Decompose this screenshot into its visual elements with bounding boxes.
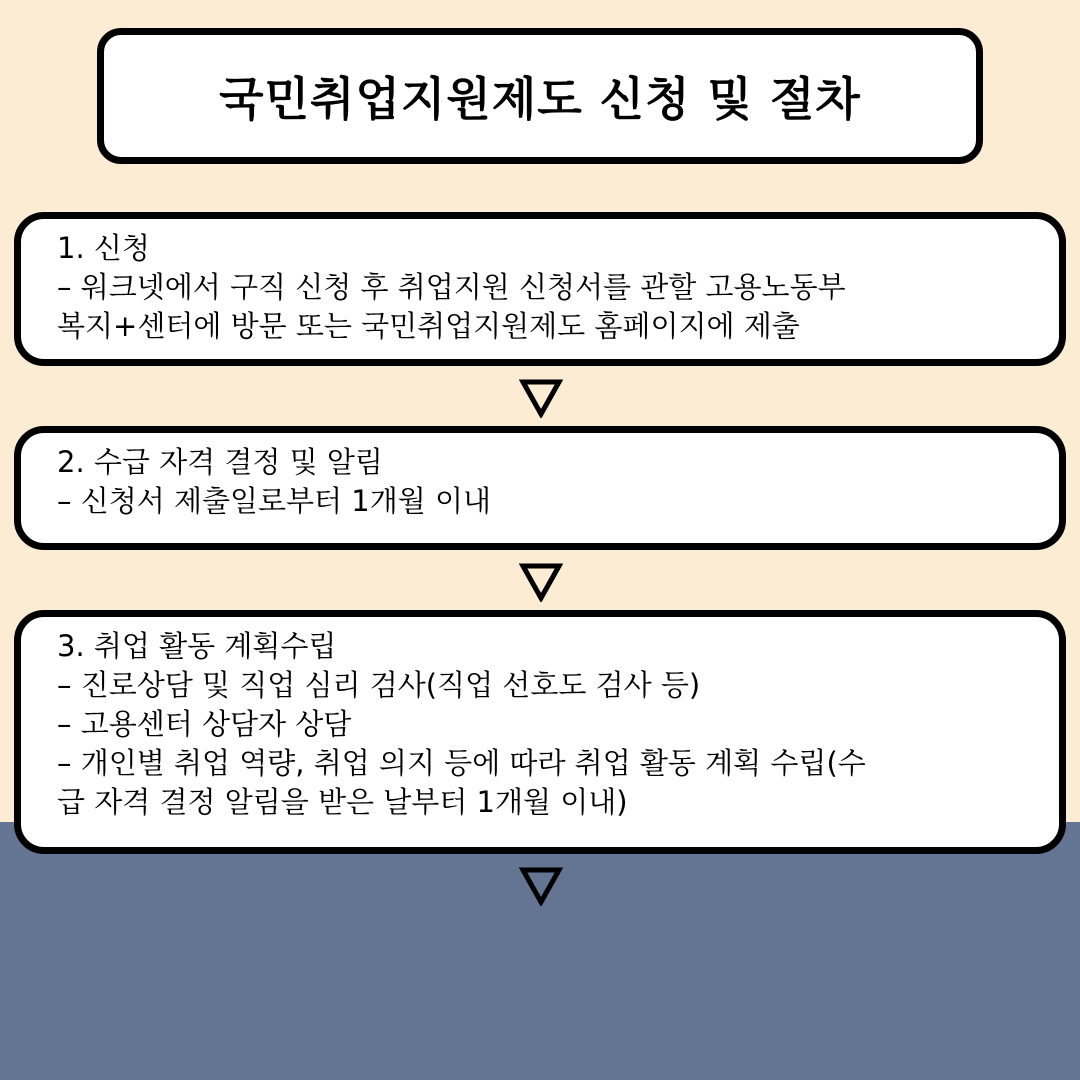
step-1-heading: 1. 신청 [57,231,150,265]
background-bottom [0,822,1080,1080]
step-3-line-3: – 개인별 취업 역량, 취업 의지 등에 따라 취업 활동 계획 수립(수 [57,746,866,780]
down-triangle-outline-icon [519,866,563,906]
step-3-line-1: – 진로상담 및 직업 심리 검사(직업 선호도 검사 등) [57,668,701,702]
title-box [97,28,983,164]
down-triangle-outline-icon [519,562,563,602]
page-title: 국민취업지원제도 신청 및 절차 [219,72,861,126]
step-1-box [14,212,1066,366]
step-3-box [14,610,1066,854]
step-1-line-1: – 워크넷에서 구직 신청 후 취업지원 신청서를 관할 고용노동부 [57,270,846,304]
step-2-box [14,426,1066,550]
step-2-heading: 2. 수급 자격 결정 및 알림 [57,445,383,479]
step-1-line-2: 복지+센터에 방문 또는 국민취업지원제도 홈페이지에 제출 [57,309,800,343]
step-2-line-1: – 신청서 제출일로부터 1개월 이내 [57,484,492,518]
step-3-line-2: – 고용센터 상담자 상담 [57,707,352,741]
step-3-line-4: 급 자격 결정 알림을 받은 날부터 1개월 이내) [57,785,628,819]
down-triangle-outline-icon [519,378,563,418]
step-3-heading: 3. 취업 활동 계획수립 [57,629,337,663]
